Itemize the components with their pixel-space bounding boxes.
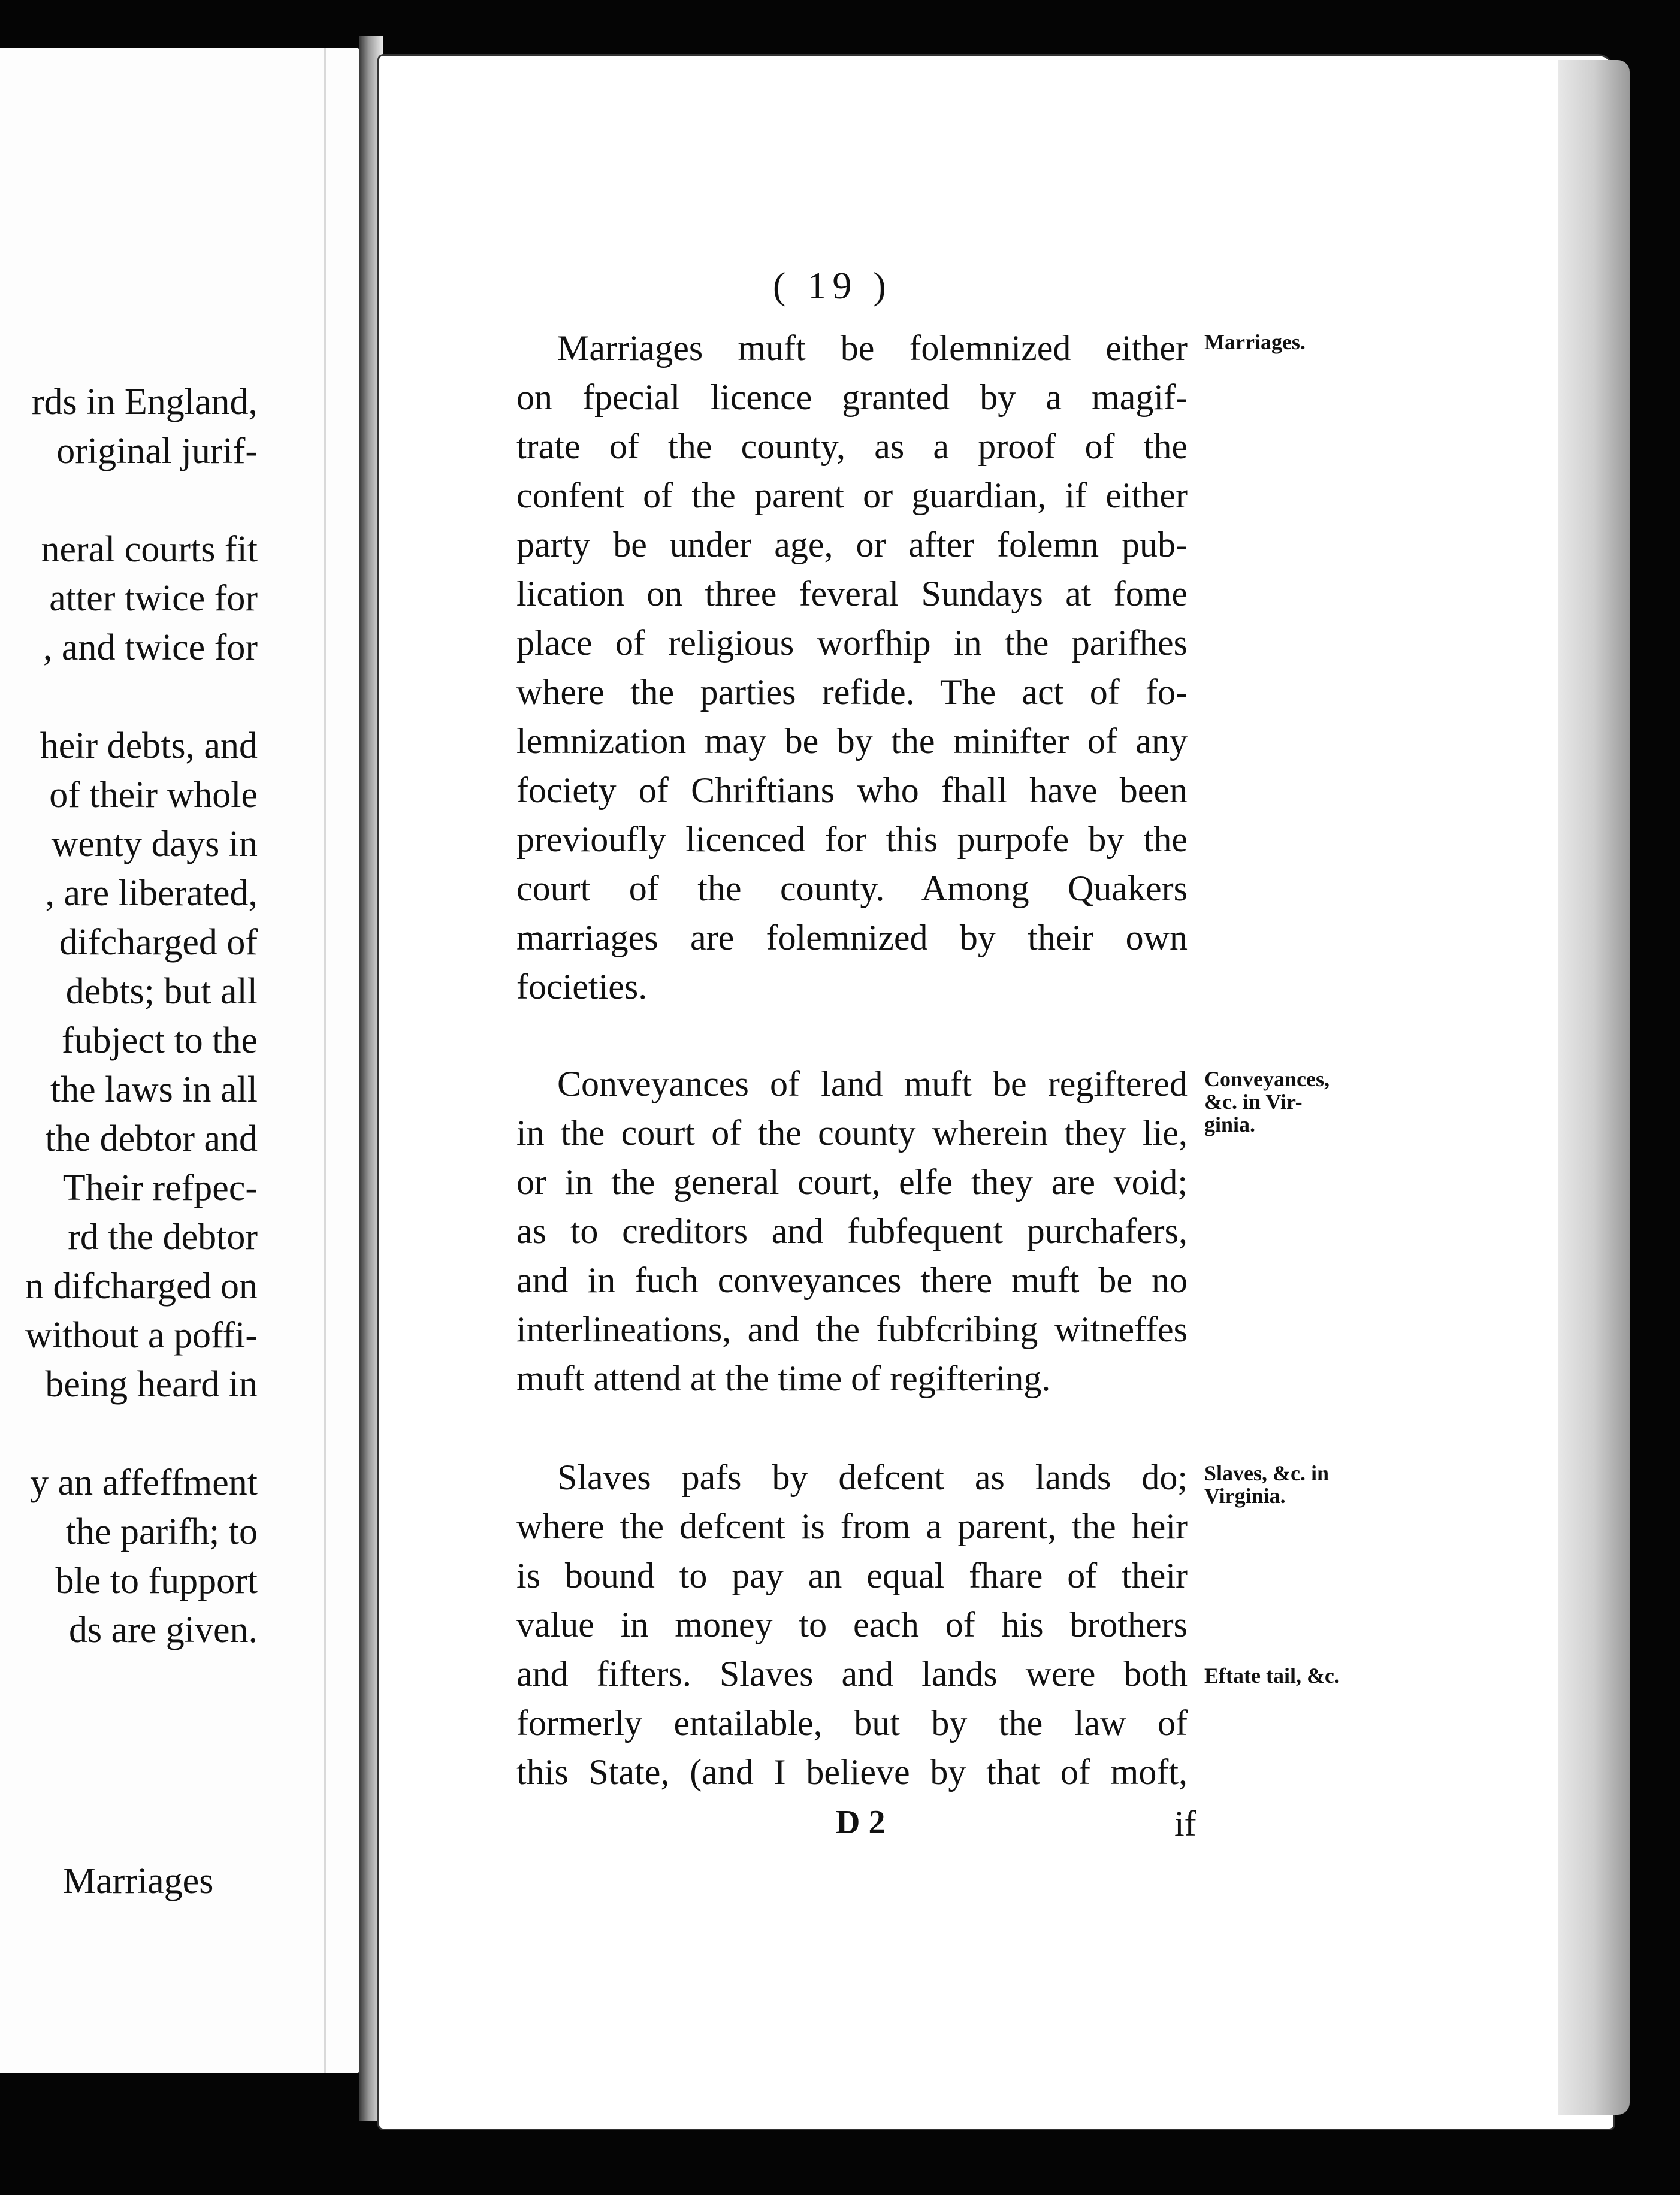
text-line: on fpecial licence granted by a magif- [516, 377, 1188, 417]
text-line: Conveyances of land muft be regiftered [557, 1064, 1188, 1103]
left-page-line: being heard in [45, 1364, 258, 1405]
left-page [0, 48, 361, 2073]
margin-note-line: Eftate tail, &c. [1204, 1664, 1340, 1688]
text-line: this State, (and I believe by that of moft, [516, 1752, 1188, 1792]
margin-note-line: Virginia. [1204, 1484, 1286, 1508]
text-line: where the defcent is from a parent, the heir [516, 1507, 1188, 1546]
left-page-line: ds are given. [68, 1610, 258, 1650]
text-line: in the court of the county wherein they lie, [516, 1113, 1188, 1153]
left-page-line: heir debts, and [40, 725, 258, 766]
text-line: value in money to each of his brothers [516, 1605, 1188, 1644]
text-line: lemnization may be by the minifter of any [516, 721, 1188, 761]
left-page-line: rd the debtor [68, 1217, 258, 1257]
text-line: marriages are folemnized by their own [516, 918, 1188, 957]
left-page-edge-shadow [324, 48, 326, 2073]
left-page-line: y an affeffment [30, 1462, 258, 1503]
margin-note-line: &c. in Vir- [1204, 1090, 1303, 1114]
text-line: Marriages muft be folemnized either [557, 328, 1188, 368]
text-line: where the parties refide. The act of fo- [516, 672, 1188, 712]
text-line: and in fuch conveyances there muft be no [516, 1260, 1188, 1300]
margin-note-line: Conveyances, [1204, 1067, 1330, 1091]
left-page-line: debts; but all [65, 971, 258, 1012]
text-line: formerly entailable, but by the law of [516, 1703, 1188, 1743]
text-line: trate of the county, as a proof of the [516, 427, 1188, 466]
paragraph-marriages [516, 323, 1188, 1011]
left-page-line: n difcharged on [25, 1266, 258, 1307]
margin-note-line: Marriages. [1204, 330, 1306, 354]
left-page-line: original jurif- [56, 431, 258, 471]
margin-note-line: Slaves, &c. in [1204, 1461, 1330, 1485]
text-line: place of religious worfhip in the parifhes [516, 623, 1188, 663]
text-line: as to creditors and fubfequent purchafers, [516, 1211, 1188, 1251]
left-page-line: , and twice for [43, 627, 258, 668]
left-page-line: neral courts fit [41, 529, 258, 570]
text-line: confent of the parent or guardian, if either [516, 476, 1188, 515]
text-line: is bound to pay an equal fhare of their [516, 1556, 1188, 1595]
text-line: lication on three feveral Sundays at fome [516, 574, 1188, 613]
margin-note-line: ginia. [1204, 1112, 1256, 1136]
paragraph-conveyances [516, 1059, 1188, 1403]
text-line: previoufly licenced for this purpofe by the [516, 820, 1188, 859]
text-line: court of the county. Among Quakers [516, 869, 1188, 908]
left-page-line: the laws in all [50, 1069, 258, 1110]
left-page-line: rds in England, [31, 382, 258, 422]
text-line: interlineations, and the fubfcribing witneffes [516, 1310, 1188, 1349]
margin-note-marriages [1204, 331, 1306, 353]
left-page-line: wenty days in [51, 824, 258, 864]
left-page-line: without a poffi- [25, 1315, 258, 1356]
left-page-line: Their refpec- [62, 1168, 258, 1208]
catchword: if [1174, 1804, 1196, 1843]
margin-note-conveyances [1204, 1068, 1330, 1136]
page-number: ( 19 ) [773, 264, 892, 307]
signature-mark: D 2 [836, 1804, 886, 1841]
left-page-line: difcharged of [59, 922, 258, 963]
left-page-catchword: Marriages [63, 1861, 214, 1901]
text-line: and fifters. Slaves and lands were both [516, 1654, 1188, 1694]
paragraph-slaves [516, 1453, 1188, 1797]
margin-note-estate-tail [1204, 1664, 1340, 1687]
left-page-line: the parifh; to [65, 1511, 258, 1552]
left-page-line: ble to fupport [55, 1561, 258, 1601]
text-line: fociety of Chriftians who fhall have been [516, 770, 1188, 810]
margin-note-slaves [1204, 1462, 1329, 1507]
text-line: or in the general court, elfe they are void; [516, 1162, 1188, 1202]
left-page-line: , are liberated, [45, 873, 258, 914]
text-line: focieties. [516, 967, 648, 1006]
left-page-line: the debtor and [45, 1118, 258, 1159]
left-page-line: atter twice for [49, 578, 258, 619]
text-line: muft attend at the time of regiftering. [516, 1359, 1051, 1398]
page-edge-stack [1558, 60, 1630, 2115]
text-line: Slaves pafs by defcent as lands do; [557, 1458, 1188, 1497]
text-line: party be under age, or after folemn pub- [516, 525, 1188, 564]
left-page-line: fubject to the [61, 1020, 258, 1061]
left-page-line: of their whole [49, 775, 258, 815]
